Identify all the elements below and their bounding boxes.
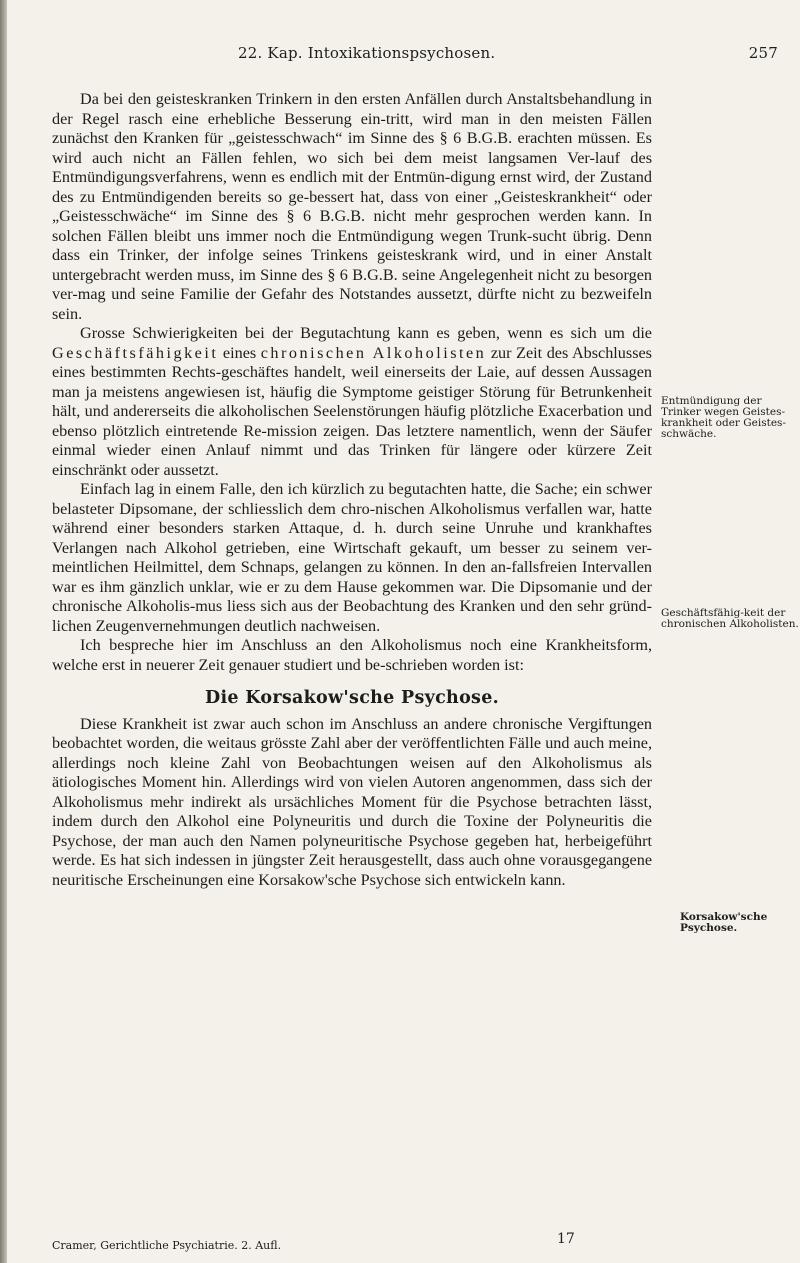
page-number: 257 [748, 44, 778, 62]
paragraph-5: Diese Krankheit ist zwar auch schon im Anschluss an andere chronische Vergiftungen beobachtet worden, die weitaus grösste Zahl aber der veröffentlichten Fälle und auch meine, allerdings noch kleine Zahl von Beobachtungen weisen auf den Alkoholismus als ätiologisches Moment hin. Allerdings wird von vielen Autoren angenommen, dass sich der Alkoholismus mehr indirekt als ursächliches Moment für die Psychose betrachten lässt, indem durch den Alkohol eine Polyneuritis und durch die Toxine der Polyneuritis die Psychose, der man auch den Namen polyneuritische Psychose gegeben hat, herbeigeführt werde. Es hat sich indessen in jüngster Zeit herausgestellt, dass auch ohne vorausgegangene neuritische Erscheinungen eine Korsakow'sche Psychose sich entwickeln kann. [52, 714, 652, 889]
paragraph-2-text-c: zur Zeit des Abschlusses eines bestimmten Rechts-geschäftes handelt, weil einerseits der Laie, auf dessen Aussagen man ja meistens angewiesen ist, häufig die Symptome geistiger Störung für Betrunkenheit hält, und andererseits die alkoholischen Seelenstörungen häufig plötzliche Exacerbation und ebenso plötzlich eintretende Re-mission zeigen. Das letztere namentlich, wenn der Säufer einmal wieder einen Anlauf nimmt und das Trinken für längere oder kürzere Zeit einschränkt oder aussetzt. [52, 343, 652, 479]
footer-citation: Cramer, Gerichtliche Psychiatrie. 2. Aufl. [52, 1239, 282, 1252]
emphasis-chronischen-alkoholisten: chronischen Alkoholisten [260, 343, 487, 362]
section-title: Die Korsakow'sche Psychose. [204, 688, 500, 708]
paragraph-1: Da bei den geisteskranken Trinkern in den ersten Anfällen durch Anstaltsbehandlung in der Regel rasch eine erhebliche Besserung ein-tritt, wird man in den meisten Fällen zunächst den Kranken für „geistesschwach“ im Sinne des § 6 B.G.B. erachten müssen. Es wird auch nicht an Fällen fehlen, wo sich bei dem meist langsamen Ver-lauf des Entmündigungsverfahrens, wenn es endlich mit der Entmün-digung ernst wird, der Zustand des zu Entmündigenden bereits so ge-bessert hat, dass von einer „Geisteskrankheit“ oder „Geistesschwäche“ im Sinne des § 6 B.G.B. nicht mehr gesprochen werden kann. In solchen Fällen bleibt uns immer noch die Entmündigung wegen Trunk-sucht übrig. Denn dass ein Trinker, der infolge seines Trinkens geisteskrank wird, und in einer Anstalt untergebracht werden muss, im Sinne des § 6 B.G.B. seine Angelegenheit nicht zu besorgen ver-mag und seine Familie der Gefahr des Notstandes aussetzt, dürfte nicht zu bezweifeln sein. [52, 90, 652, 323]
margin-note-geschaeftsfaehigkeit: Geschäftsfähig-keit der chronischen Alkoholisten. [661, 607, 799, 630]
footer [52, 1231, 652, 1252]
paragraph-2 [52, 324, 652, 480]
emphasis-geschaeftsfaehigkeit: Geschäftsfähigkeit [52, 343, 219, 362]
paragraph-3: Einfach lag in einem Falle, den ich kürzlich zu begutachten hatte, die Sache; ein schwer belasteter Dipsomane, der schliesslich dem chro-nischen Alkoholismus verfallen war, hatte während einer besonders starken Attaque, d. h. durch seine Unruhe und krankhaftes Verlangen nach Alkohol getrieben, eine Wirtschaft gekauft, um besser zu seinem ver-meintlichen Heilmittel, dem Schnaps, gelangen zu können. In den an-fallsfreien Intervallen war es ihm gänzlich unklar, wie er zu dem Hause gekommen war. Die Dipsomanie und der chronische Alkoholis-mus liess sich aus der Beobachtung des Kranken und den sehr gründ-lichen Zeugenvernehmungen deutlich nachweisen. [52, 480, 652, 635]
chapter-title: 22. Kap. Intoxikationspsychosen. [238, 44, 496, 62]
book-spine-shadow [0, 0, 7, 1263]
paragraph-2-text-a: Grosse Schwierigkeiten bei der Begutachtung kann es geben, wenn es sich um die [80, 324, 652, 342]
paragraph-2-text-b: eines [218, 343, 261, 362]
signature-mark: 17 [557, 1231, 575, 1247]
margin-note-korsakow: Korsakow'sche Psychose. [680, 911, 768, 934]
margin-note-entmuendigung: Entmündigung der Trinker wegen Geistes-krankheit oder Geistes-schwäche. [661, 395, 786, 440]
body-text [52, 90, 652, 890]
paragraph-4: Ich bespreche hier im Anschluss an den Alkoholismus noch eine Krankheitsform, welche erst in neuerer Zeit genauer studiert und be-schrieben worden ist: [52, 636, 652, 674]
